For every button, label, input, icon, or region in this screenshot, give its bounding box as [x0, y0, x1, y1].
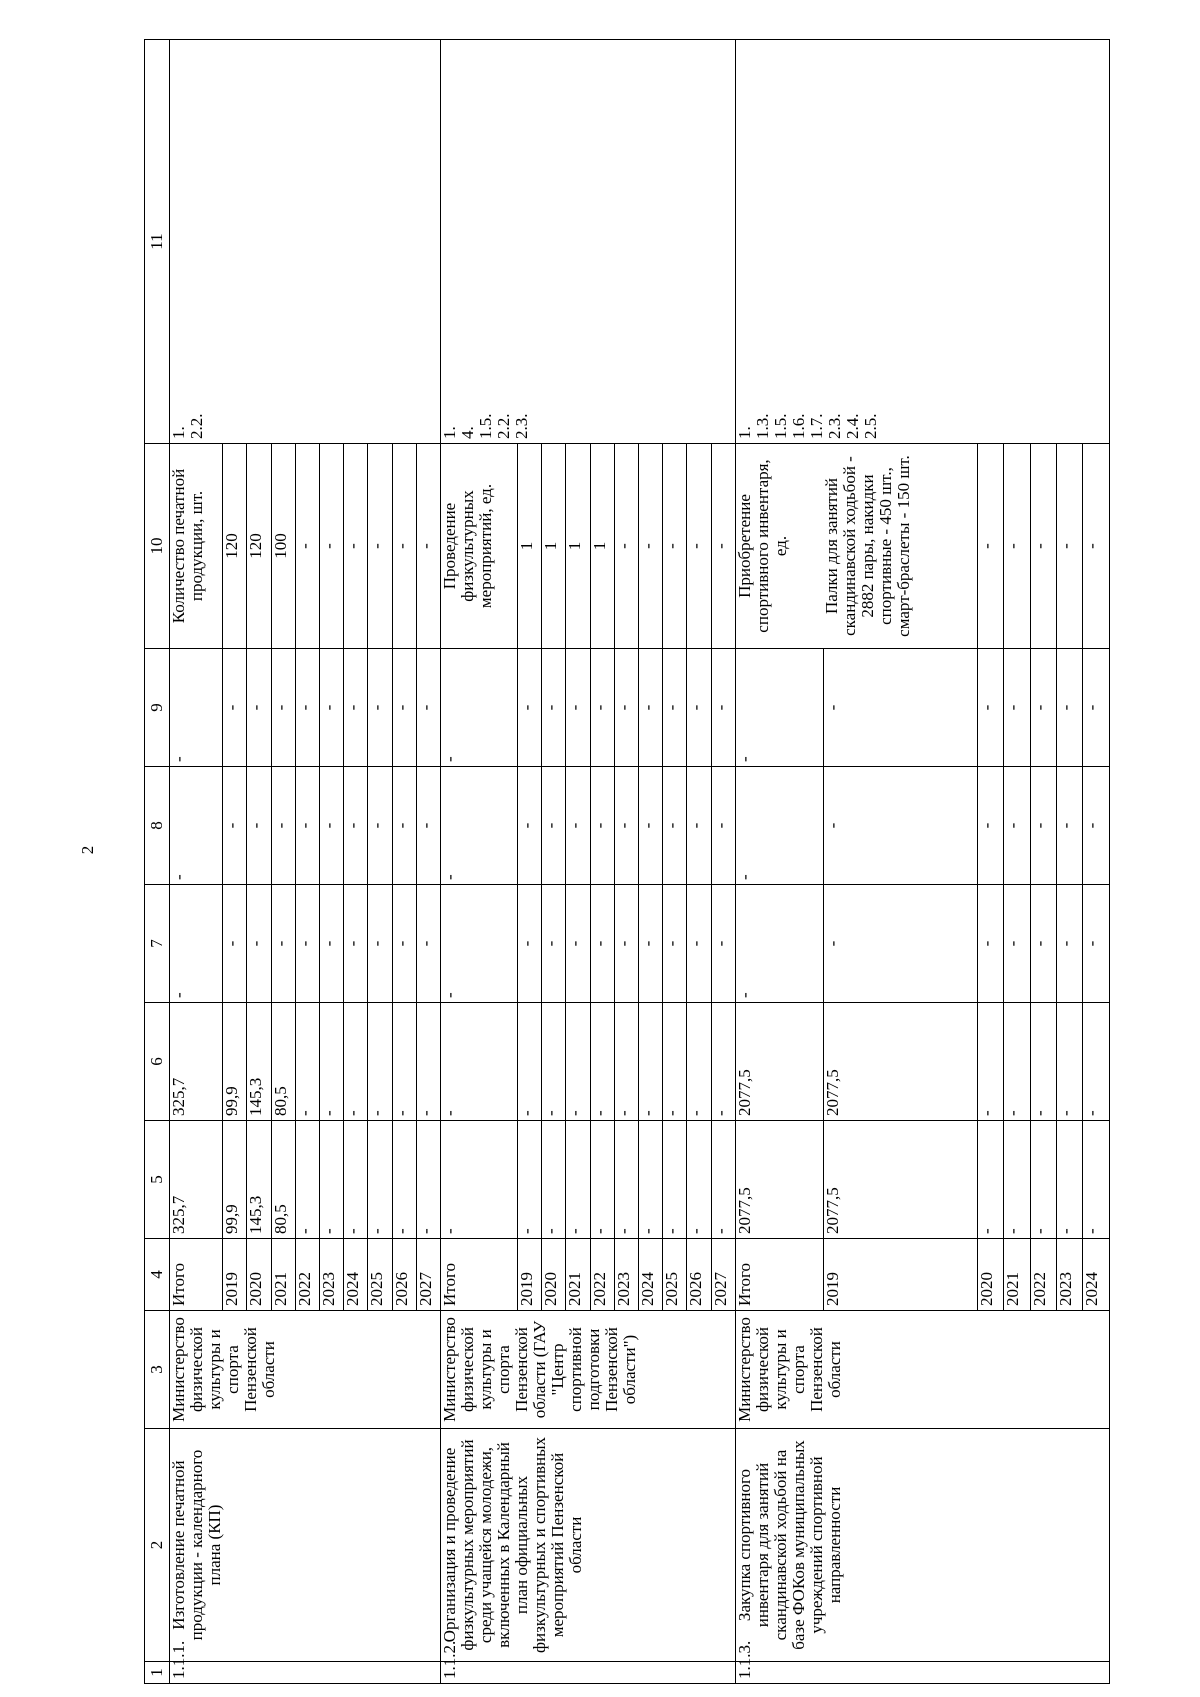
value-c8: -: [416, 767, 440, 885]
value-c8: -: [1004, 767, 1030, 885]
value-col6: -: [1004, 1003, 1030, 1121]
value-col6: 80,5: [271, 1003, 295, 1121]
indicator-value: -: [344, 444, 368, 649]
indicator-value: -: [392, 444, 416, 649]
column-header: 6: [145, 1003, 170, 1121]
value-col6: -: [687, 1003, 711, 1121]
value-col5: -: [392, 1121, 416, 1239]
total-c7: -: [735, 885, 823, 1003]
year-cell: 2023: [1057, 1239, 1083, 1311]
indicator-value: -: [295, 444, 319, 649]
value-c9: -: [638, 649, 662, 767]
indicator-value: -: [1057, 444, 1083, 649]
value-c9: -: [542, 649, 566, 767]
total-label: Итого: [735, 1239, 823, 1311]
indicator-value: 120: [223, 444, 247, 649]
item-number: 1.1.3.: [735, 1662, 1109, 1684]
value-c9: -: [295, 649, 319, 767]
value-c9: -: [1004, 649, 1030, 767]
column-header: 4: [145, 1239, 170, 1311]
value-col6: 145,3: [247, 1003, 271, 1121]
references: 1. 4. 1.5. 2.2. 2.3.: [440, 40, 735, 444]
value-col6: -: [392, 1003, 416, 1121]
indicator-value: -: [687, 444, 711, 649]
year-cell: 2019: [823, 1239, 977, 1311]
value-c7: -: [247, 885, 271, 1003]
total-col6: -: [440, 1003, 517, 1121]
value-col5: -: [687, 1121, 711, 1239]
item-name: Закупка спортивного инвентаря для занятий скандинавской ходьбой на базе ФОКов муниципальных учреждений спортивной направленности: [735, 1429, 1109, 1662]
total-c7: -: [440, 885, 517, 1003]
value-col6: -: [344, 1003, 368, 1121]
value-c9: -: [977, 649, 1003, 767]
value-c9: -: [663, 649, 687, 767]
value-col6: -: [590, 1003, 614, 1121]
value-c7: -: [663, 885, 687, 1003]
value-c7: -: [1030, 885, 1056, 1003]
value-col6: -: [416, 1003, 440, 1121]
value-c8: -: [687, 767, 711, 885]
value-col5: 145,3: [247, 1121, 271, 1239]
column-header: 10: [145, 444, 170, 649]
value-c9: -: [687, 649, 711, 767]
value-col6: -: [1030, 1003, 1056, 1121]
value-col6: 99,9: [223, 1003, 247, 1121]
value-c7: -: [823, 885, 977, 1003]
value-c8: -: [590, 767, 614, 885]
indicator-value: -: [977, 444, 1003, 649]
executor: Министерство физической культуры и спорта Пензенской области (ГАУ "Центр спортивной подготовки Пензенской области"): [440, 1311, 735, 1429]
total-col6: 2077,5: [735, 1003, 823, 1121]
indicator-value: Палки для занятий скандинавской ходьбой - 2882 пары, накидки спортивные - 450 шт., смарт-браслеты - 150 шт.: [823, 444, 977, 649]
value-c9: -: [1057, 649, 1083, 767]
value-c8: -: [344, 767, 368, 885]
total-c9: -: [440, 649, 517, 767]
value-c7: -: [1083, 885, 1110, 1003]
column-header: 1: [145, 1662, 170, 1684]
total-col5: -: [440, 1121, 517, 1239]
year-cell: 2026: [687, 1239, 711, 1311]
item-name: Изготовление печатной продукции - календарного плана (КП): [170, 1429, 441, 1662]
indicator-value: -: [711, 444, 735, 649]
value-c7: -: [368, 885, 392, 1003]
column-header: 7: [145, 885, 170, 1003]
value-c8: -: [542, 767, 566, 885]
value-c7: -: [223, 885, 247, 1003]
value-c8: -: [392, 767, 416, 885]
value-col5: -: [638, 1121, 662, 1239]
value-c8: -: [319, 767, 343, 885]
value-c9: -: [271, 649, 295, 767]
value-c7: -: [1004, 885, 1030, 1003]
value-c7: -: [542, 885, 566, 1003]
value-col6: -: [638, 1003, 662, 1121]
value-col5: -: [319, 1121, 343, 1239]
total-c9: -: [735, 649, 823, 767]
value-c9: -: [223, 649, 247, 767]
value-c7: -: [319, 885, 343, 1003]
value-c8: -: [271, 767, 295, 885]
indicator-value: -: [319, 444, 343, 649]
item-number: 1.1.1.: [170, 1662, 441, 1684]
column-header: 9: [145, 649, 170, 767]
value-col6: -: [1057, 1003, 1083, 1121]
value-c9: -: [711, 649, 735, 767]
value-c8: -: [638, 767, 662, 885]
value-c7: -: [344, 885, 368, 1003]
rotated-sheet: [144, 40, 1110, 1684]
value-col5: 2077,5: [823, 1121, 977, 1239]
year-cell: 2025: [663, 1239, 687, 1311]
value-c7: -: [416, 885, 440, 1003]
year-cell: 2019: [517, 1239, 541, 1311]
executor: Министерство физической культуры и спорта Пензенской области: [735, 1311, 1109, 1429]
indicator-value: 1: [566, 444, 590, 649]
value-col6: -: [368, 1003, 392, 1121]
value-c9: -: [1083, 649, 1110, 767]
table-row: [735, 40, 823, 1684]
value-c9: -: [392, 649, 416, 767]
value-c9: -: [416, 649, 440, 767]
value-col6: -: [517, 1003, 541, 1121]
indicator-value: -: [1004, 444, 1030, 649]
value-col5: -: [1083, 1121, 1110, 1239]
value-c8: -: [823, 767, 977, 885]
value-col5: -: [542, 1121, 566, 1239]
year-cell: 2021: [271, 1239, 295, 1311]
value-col5: -: [590, 1121, 614, 1239]
indicator-value: 1: [590, 444, 614, 649]
indicator-value: 120: [247, 444, 271, 649]
value-col5: -: [1030, 1121, 1056, 1239]
value-col5: -: [368, 1121, 392, 1239]
value-col5: -: [663, 1121, 687, 1239]
value-col5: -: [566, 1121, 590, 1239]
column-header: 3: [145, 1311, 170, 1429]
year-cell: 2023: [319, 1239, 343, 1311]
value-col6: -: [663, 1003, 687, 1121]
value-c7: -: [977, 885, 1003, 1003]
indicator-value: -: [663, 444, 687, 649]
year-cell: 2027: [416, 1239, 440, 1311]
program-table: [144, 39, 1110, 1684]
value-col5: -: [711, 1121, 735, 1239]
total-col5: 2077,5: [735, 1121, 823, 1239]
value-c8: -: [295, 767, 319, 885]
indicator-name: Приобретение спортивного инвентаря, ед.: [735, 444, 823, 649]
value-col5: -: [517, 1121, 541, 1239]
year-cell: 2022: [1030, 1239, 1056, 1311]
value-c9: -: [517, 649, 541, 767]
indicator-value: 1: [517, 444, 541, 649]
year-cell: 2027: [711, 1239, 735, 1311]
total-col5: 325,7: [170, 1121, 223, 1239]
value-c8: -: [1057, 767, 1083, 885]
total-c8: -: [735, 767, 823, 885]
year-cell: 2019: [223, 1239, 247, 1311]
value-c7: -: [638, 885, 662, 1003]
value-col6: -: [1083, 1003, 1110, 1121]
indicator-value: -: [416, 444, 440, 649]
total-label: Итого: [440, 1239, 517, 1311]
value-c9: -: [614, 649, 638, 767]
references: 1. 1.3. 1.5. 1.6. 1.7. 2.3. 2.4. 2.5.: [735, 40, 1109, 444]
total-c8: -: [440, 767, 517, 885]
value-c9: -: [566, 649, 590, 767]
year-cell: 2024: [638, 1239, 662, 1311]
column-header: 11: [145, 40, 170, 444]
header-row: [145, 40, 170, 1684]
year-cell: 2026: [392, 1239, 416, 1311]
value-col6: -: [566, 1003, 590, 1121]
value-col6: -: [711, 1003, 735, 1121]
value-col5: -: [977, 1121, 1003, 1239]
value-c7: -: [517, 885, 541, 1003]
indicator-value: -: [614, 444, 638, 649]
indicator-value: -: [1083, 444, 1110, 649]
references: 1. 2.2.: [170, 40, 441, 444]
value-col5: -: [295, 1121, 319, 1239]
value-c8: -: [368, 767, 392, 885]
item-name: Организация и проведение физкультурных мероприятий среди учащейся молодежи, включенных в Календарный план официальных физкультурных и спортивных мероприятий Пензенской области: [440, 1429, 735, 1662]
value-c8: -: [223, 767, 247, 885]
value-col5: -: [1004, 1121, 1030, 1239]
total-c9: -: [170, 649, 223, 767]
column-header: 5: [145, 1121, 170, 1239]
value-col5: -: [614, 1121, 638, 1239]
value-c9: -: [823, 649, 977, 767]
value-c7: -: [614, 885, 638, 1003]
executor: Министерство физической культуры и спорта Пензенской области: [170, 1311, 441, 1429]
value-c9: -: [319, 649, 343, 767]
value-c9: -: [344, 649, 368, 767]
indicator-value: 100: [271, 444, 295, 649]
value-col6: -: [319, 1003, 343, 1121]
indicator-value: -: [638, 444, 662, 649]
value-c9: -: [590, 649, 614, 767]
value-col5: 80,5: [271, 1121, 295, 1239]
column-header: 2: [145, 1429, 170, 1662]
year-cell: 2022: [590, 1239, 614, 1311]
value-col5: -: [416, 1121, 440, 1239]
value-c7: -: [271, 885, 295, 1003]
value-col6: -: [295, 1003, 319, 1121]
year-cell: 2020: [977, 1239, 1003, 1311]
column-header: 8: [145, 767, 170, 885]
value-c8: -: [977, 767, 1003, 885]
value-c8: -: [1083, 767, 1110, 885]
value-col6: -: [977, 1003, 1003, 1121]
value-c7: -: [711, 885, 735, 1003]
total-c7: -: [170, 885, 223, 1003]
value-c7: -: [1057, 885, 1083, 1003]
total-label: Итого: [170, 1239, 223, 1311]
year-cell: 2022: [295, 1239, 319, 1311]
year-cell: 2023: [614, 1239, 638, 1311]
value-col5: -: [344, 1121, 368, 1239]
indicator-value: -: [1030, 444, 1056, 649]
value-c7: -: [566, 885, 590, 1003]
value-c9: -: [368, 649, 392, 767]
value-c8: -: [517, 767, 541, 885]
value-c7: -: [392, 885, 416, 1003]
value-col5: 99,9: [223, 1121, 247, 1239]
year-cell: 2025: [368, 1239, 392, 1311]
year-cell: 2020: [247, 1239, 271, 1311]
value-c8: -: [566, 767, 590, 885]
value-c7: -: [590, 885, 614, 1003]
value-col5: -: [1057, 1121, 1083, 1239]
value-col6: -: [614, 1003, 638, 1121]
value-col6: -: [542, 1003, 566, 1121]
total-c8: -: [170, 767, 223, 885]
indicator-value: 1: [542, 444, 566, 649]
year-cell: 2024: [344, 1239, 368, 1311]
value-c7: -: [687, 885, 711, 1003]
year-cell: 2024: [1083, 1239, 1110, 1311]
year-cell: 2021: [1004, 1239, 1030, 1311]
value-c8: -: [1030, 767, 1056, 885]
table-container: [144, 40, 1110, 1684]
value-c7: -: [295, 885, 319, 1003]
total-col6: 325,7: [170, 1003, 223, 1121]
indicator-value: -: [368, 444, 392, 649]
item-number: 1.1.2.: [440, 1662, 735, 1684]
year-cell: 2021: [566, 1239, 590, 1311]
indicator-name: Количество печатной продукции, шт.: [170, 444, 223, 649]
value-c8: -: [711, 767, 735, 885]
value-c8: -: [663, 767, 687, 885]
value-c8: -: [247, 767, 271, 885]
value-c8: -: [614, 767, 638, 885]
value-col6: 2077,5: [823, 1003, 977, 1121]
indicator-name: Проведение физкультурных мероприятий, ед.: [440, 444, 517, 649]
value-c9: -: [1030, 649, 1056, 767]
table-row: [440, 40, 517, 1684]
page-number: 2: [78, 845, 97, 855]
table-row: [170, 40, 223, 1684]
year-cell: 2020: [542, 1239, 566, 1311]
value-c9: -: [247, 649, 271, 767]
